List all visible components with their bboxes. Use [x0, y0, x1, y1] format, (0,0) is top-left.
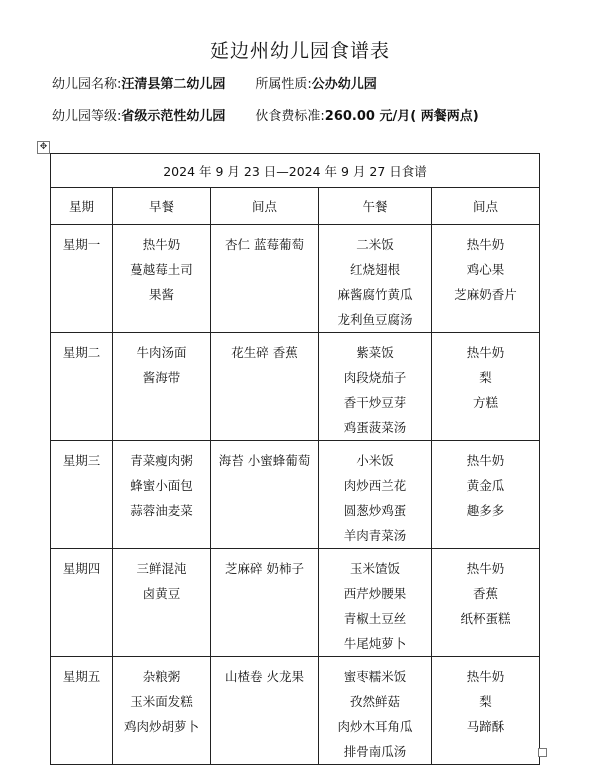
weekday-cell: 星期二: [51, 333, 113, 441]
info-line-2: [52, 105, 479, 124]
afternoon-snack-cell: 热牛奶 鸡心果 芝麻奶香片: [432, 225, 540, 333]
menu-table: [50, 153, 540, 765]
table-resize-handle[interactable]: [538, 748, 547, 757]
breakfast-cell: 三鲜混沌 卤黄豆: [113, 549, 211, 657]
afternoon-snack-cell: 热牛奶 梨 马蹄酥: [432, 657, 540, 765]
date-range-caption: 2024 年 9 月 23 日—2024 年 9 月 27 日食谱: [51, 154, 540, 188]
info-line-1: [52, 73, 377, 92]
weekday-cell: 星期四: [51, 549, 113, 657]
kindergarten-name-label: 幼儿园名称:: [52, 77, 122, 92]
breakfast-cell: 热牛奶 蔓越莓土司 果酱: [113, 225, 211, 333]
table-row: [51, 441, 540, 549]
afternoon-snack-cell: 热牛奶 黄金瓜 趣多多: [432, 441, 540, 549]
lunch-cell: 蜜枣糯米饭 孜然鲜菇 肉炒木耳角瓜 排骨南瓜汤: [319, 657, 432, 765]
grade-label: 幼儿园等级:: [52, 109, 122, 124]
morning-snack-cell: 山楂卷 火龙果: [211, 657, 319, 765]
breakfast-cell: 杂粮粥 玉米面发糕 鸡肉炒胡萝卜: [113, 657, 211, 765]
lunch-cell: 二米饭 红烧翅根 麻酱腐竹黄瓜 龙利鱼豆腐汤: [319, 225, 432, 333]
morning-snack-cell: 杏仁 蓝莓葡萄: [211, 225, 319, 333]
fee-label: 伙食费标准:: [255, 109, 325, 124]
kindergarten-name-value: 汪清县第二幼儿园: [121, 77, 226, 92]
afternoon-snack-cell: 热牛奶 梨 方糕: [432, 333, 540, 441]
header-morning-snack: 间点: [211, 188, 319, 225]
header-afternoon-snack: 间点: [432, 188, 540, 225]
morning-snack-cell: 花生碎 香蕉: [211, 333, 319, 441]
morning-snack-cell: 海苔 小蜜蜂葡萄: [211, 441, 319, 549]
header-weekday: 星期: [51, 188, 113, 225]
table-row: [51, 549, 540, 657]
weekday-cell: 星期五: [51, 657, 113, 765]
page-title: 延边州幼儿园食谱表: [209, 40, 390, 62]
table-move-handle-icon[interactable]: ✥: [37, 141, 50, 154]
grade-value: 省级示范性幼儿园: [121, 109, 226, 124]
nature-value: 公办幼儿园: [311, 77, 377, 92]
lunch-cell: 玉米馇饭 西芹炒腰果 青椒土豆丝 牛尾炖萝卜: [319, 549, 432, 657]
header-lunch: 午餐: [319, 188, 432, 225]
breakfast-cell: 牛肉汤面 酱海带: [113, 333, 211, 441]
fee-value: 260.00 元/月( 两餐两点): [324, 109, 479, 124]
table-row: [51, 333, 540, 441]
weekday-cell: 星期一: [51, 225, 113, 333]
weekday-cell: 星期三: [51, 441, 113, 549]
table-row: [51, 225, 540, 333]
nature-label: 所属性质:: [255, 77, 312, 92]
morning-snack-cell: 芝麻碎 奶柿子: [211, 549, 319, 657]
table-row: [51, 657, 540, 765]
lunch-cell: 紫菜饭 肉段烧茄子 香干炒豆芽 鸡蛋菠菜汤: [319, 333, 432, 441]
lunch-cell: 小米饭 肉炒西兰花 圆葱炒鸡蛋 羊肉青菜汤: [319, 441, 432, 549]
header-breakfast: 早餐: [113, 188, 211, 225]
breakfast-cell: 青菜瘦肉粥 蜂蜜小面包 蒜蓉油麦菜: [113, 441, 211, 549]
header-row: [51, 188, 540, 225]
afternoon-snack-cell: 热牛奶 香蕉 纸杯蛋糕: [432, 549, 540, 657]
